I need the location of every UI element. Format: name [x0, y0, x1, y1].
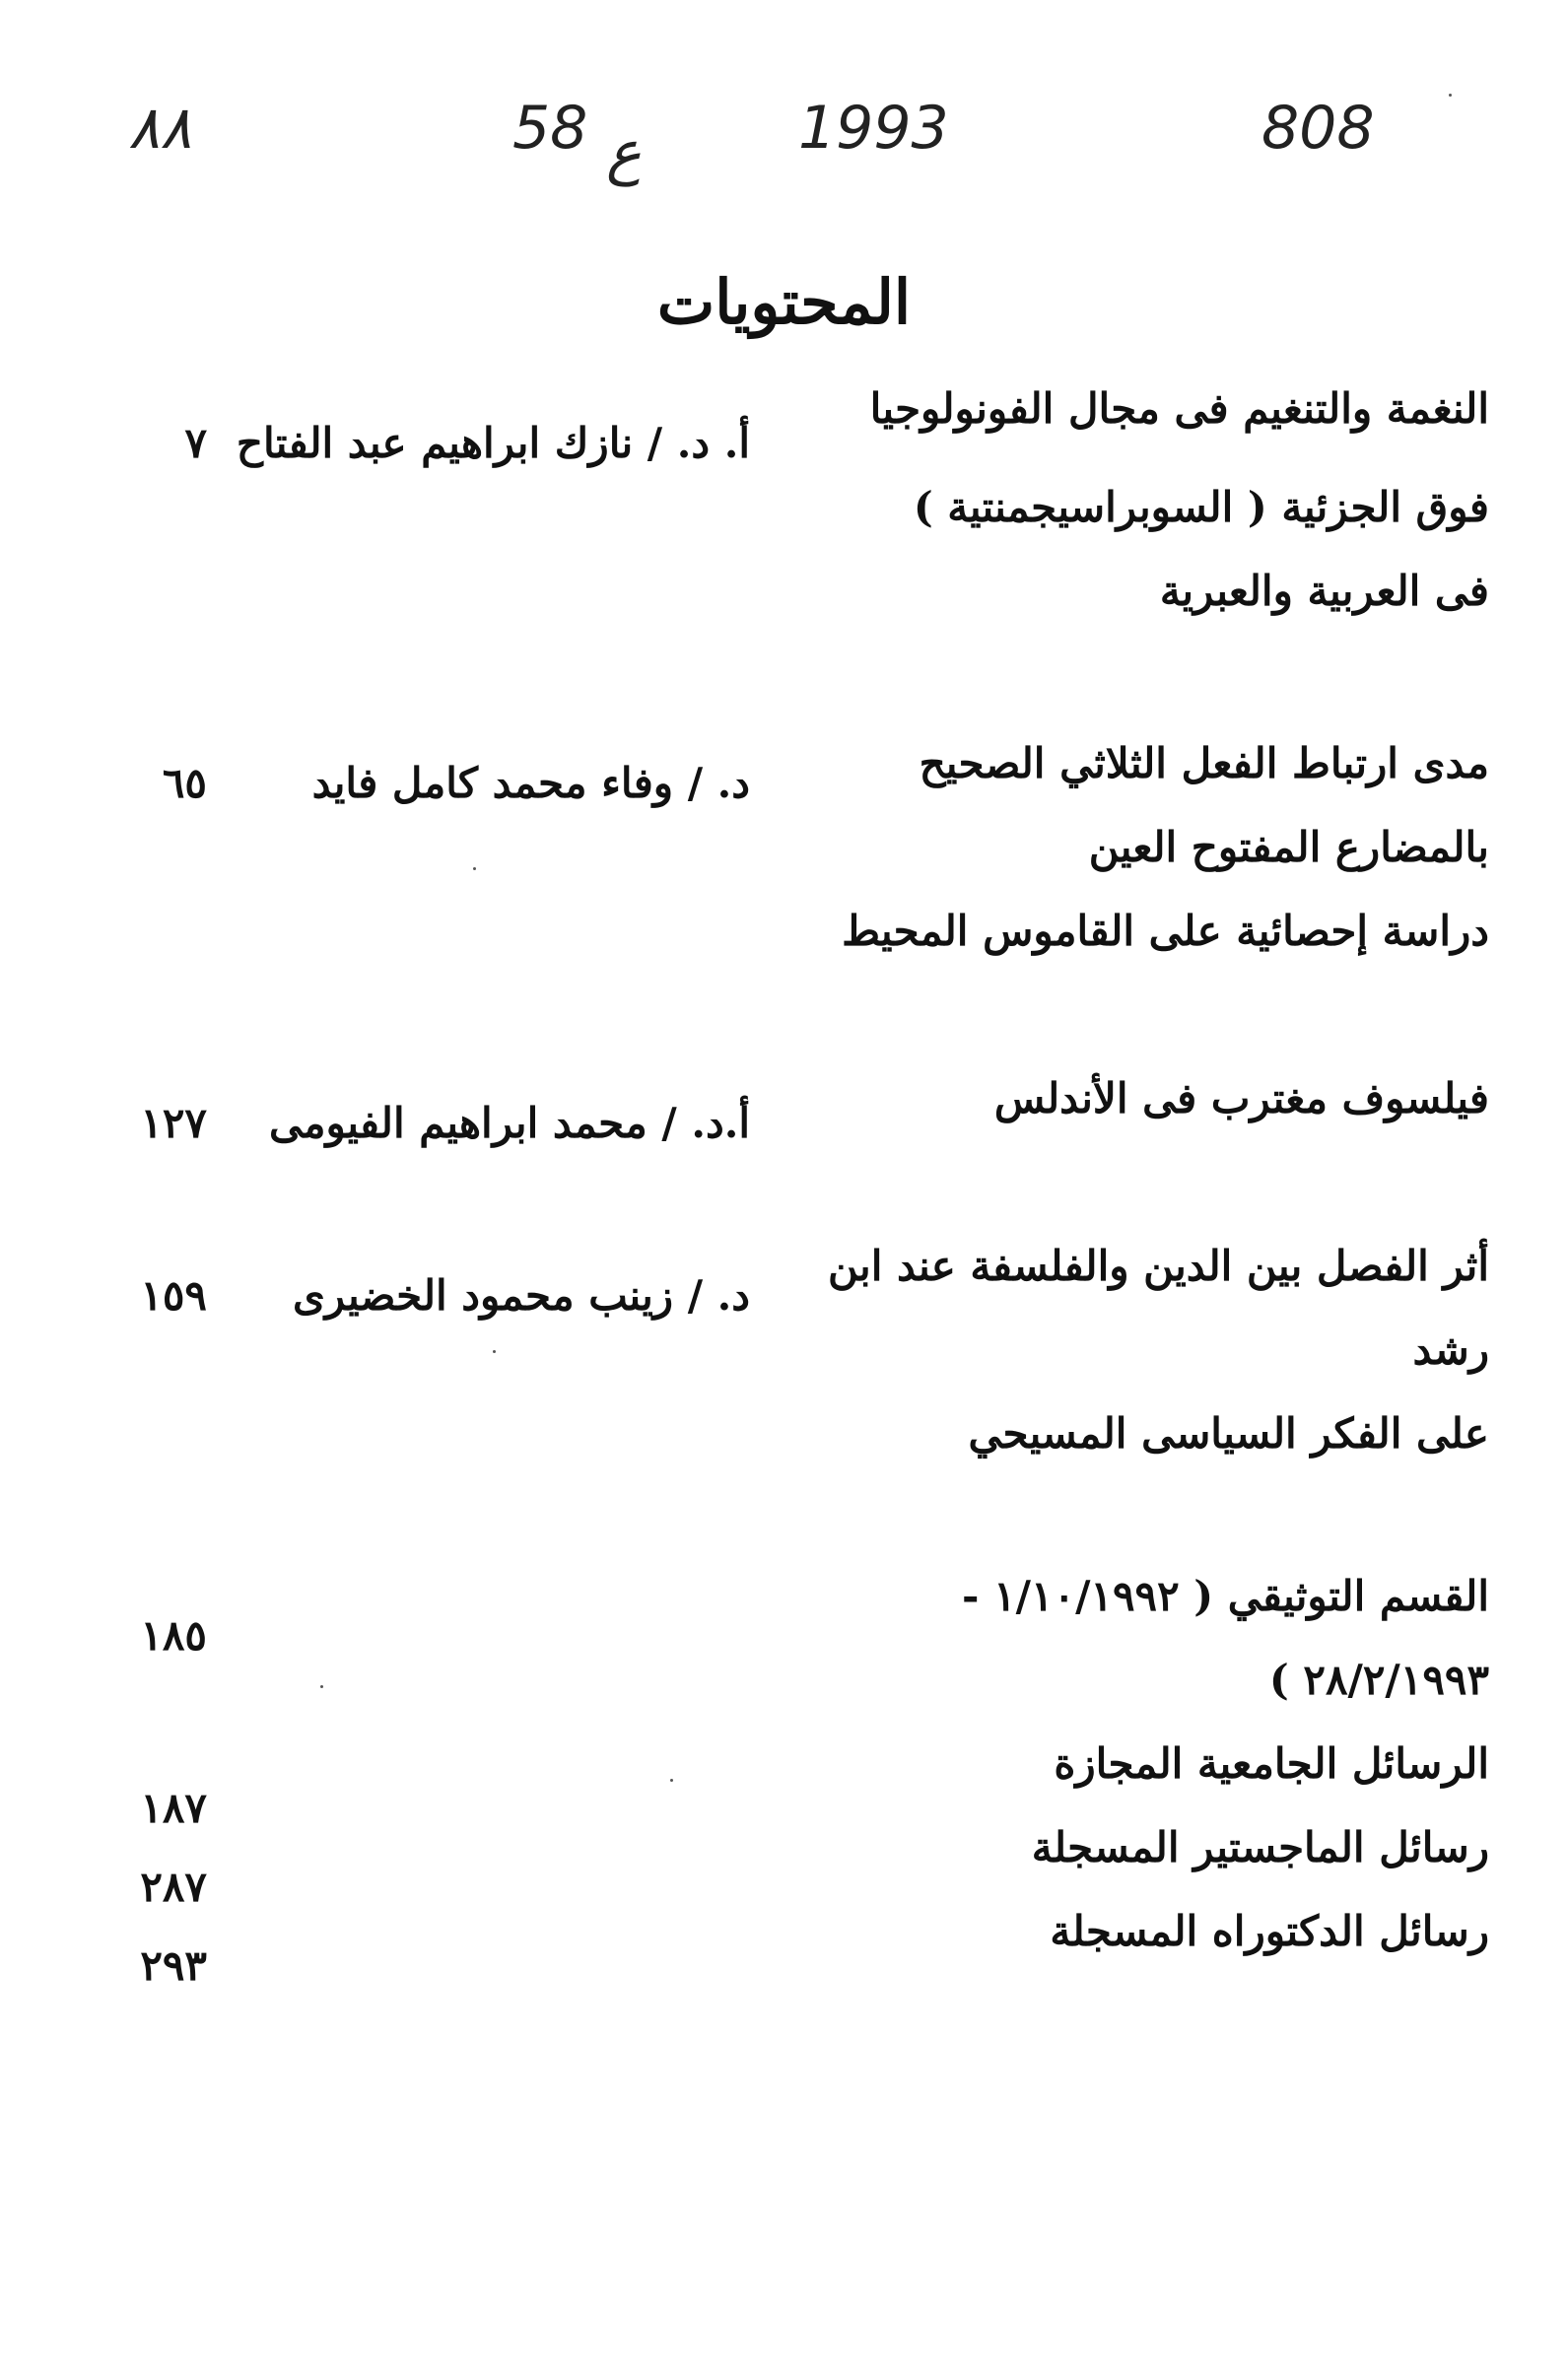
entry-page-number: ٦٥ — [162, 759, 207, 807]
scan-speck — [670, 1779, 673, 1782]
entry-page-number: ١٨٧ — [140, 1784, 207, 1832]
entry-title-line: مدى ارتباط الفعل الثلاثي الصحيح — [919, 739, 1489, 787]
entry-page-number: ٢٨٧ — [140, 1863, 207, 1911]
entry-author: د. / وفاء محمد كامل فايد — [311, 759, 750, 807]
handwritten-note: ع — [606, 118, 642, 187]
page-title: المحتويات — [656, 266, 912, 338]
entry-author: د. / زينب محمود الخضيرى — [292, 1271, 750, 1320]
entry-title-line: دراسة إحصائية على القاموس المحيط — [842, 907, 1489, 955]
entry-title-line: فوق الجزئية ( السوبراسيجمنتية ) — [913, 483, 1489, 531]
entry-title-line: النغمة والتنغيم فى مجال الفونولوجيا — [869, 384, 1489, 433]
entry-title-line: رسائل الدكتوراه المسجلة — [1050, 1907, 1489, 1955]
entry-page-number: ١٢٧ — [140, 1099, 207, 1147]
entry-page-number: ١٥٩ — [140, 1271, 207, 1320]
scan-speck — [320, 1685, 323, 1688]
scan-speck — [473, 867, 476, 870]
entry-page-number: ٧ — [184, 419, 207, 467]
handwritten-note: ٨٨ — [128, 94, 192, 163]
entry-title-line: ٢٨/٢/١٩٩٣ ) — [1268, 1656, 1489, 1704]
entry-title-line: رشد — [1412, 1325, 1489, 1374]
entry-title-line: القسم التوثيقي ( ١/١٠/١٩٩٢ - — [962, 1572, 1489, 1620]
entry-author: أ. د. / نازك ابراهيم عبد الفتاح — [236, 419, 750, 467]
entry-title-line: الرسائل الجامعية المجازة — [1054, 1739, 1489, 1788]
entry-page-number: ٢٩٣ — [140, 1941, 207, 1990]
entry-title-line: أثر الفصل بين الدين والفلسفة عند ابن — [828, 1242, 1489, 1290]
entry-title-line: رسائل الماجستير المسجلة — [1031, 1823, 1489, 1871]
entry-author: أ.د. / محمد ابراهيم الفيومى — [269, 1099, 750, 1147]
scan-speck — [493, 1350, 496, 1353]
entry-title-line: على الفكر السياسى المسيحي — [968, 1409, 1489, 1458]
entry-title-line: فى العربية والعبرية — [1159, 567, 1489, 615]
entry-title-line: فيلسوف مغترب فى الأندلس — [993, 1074, 1489, 1122]
scan-speck — [1449, 94, 1452, 97]
handwritten-note: 58 — [512, 94, 588, 163]
handwritten-note: 808 — [1261, 94, 1375, 163]
entry-page-number: ١٨٥ — [140, 1611, 207, 1660]
entry-title-line: بالمضارع المفتوح العين — [1088, 823, 1489, 871]
handwritten-note: 1993 — [798, 94, 949, 163]
